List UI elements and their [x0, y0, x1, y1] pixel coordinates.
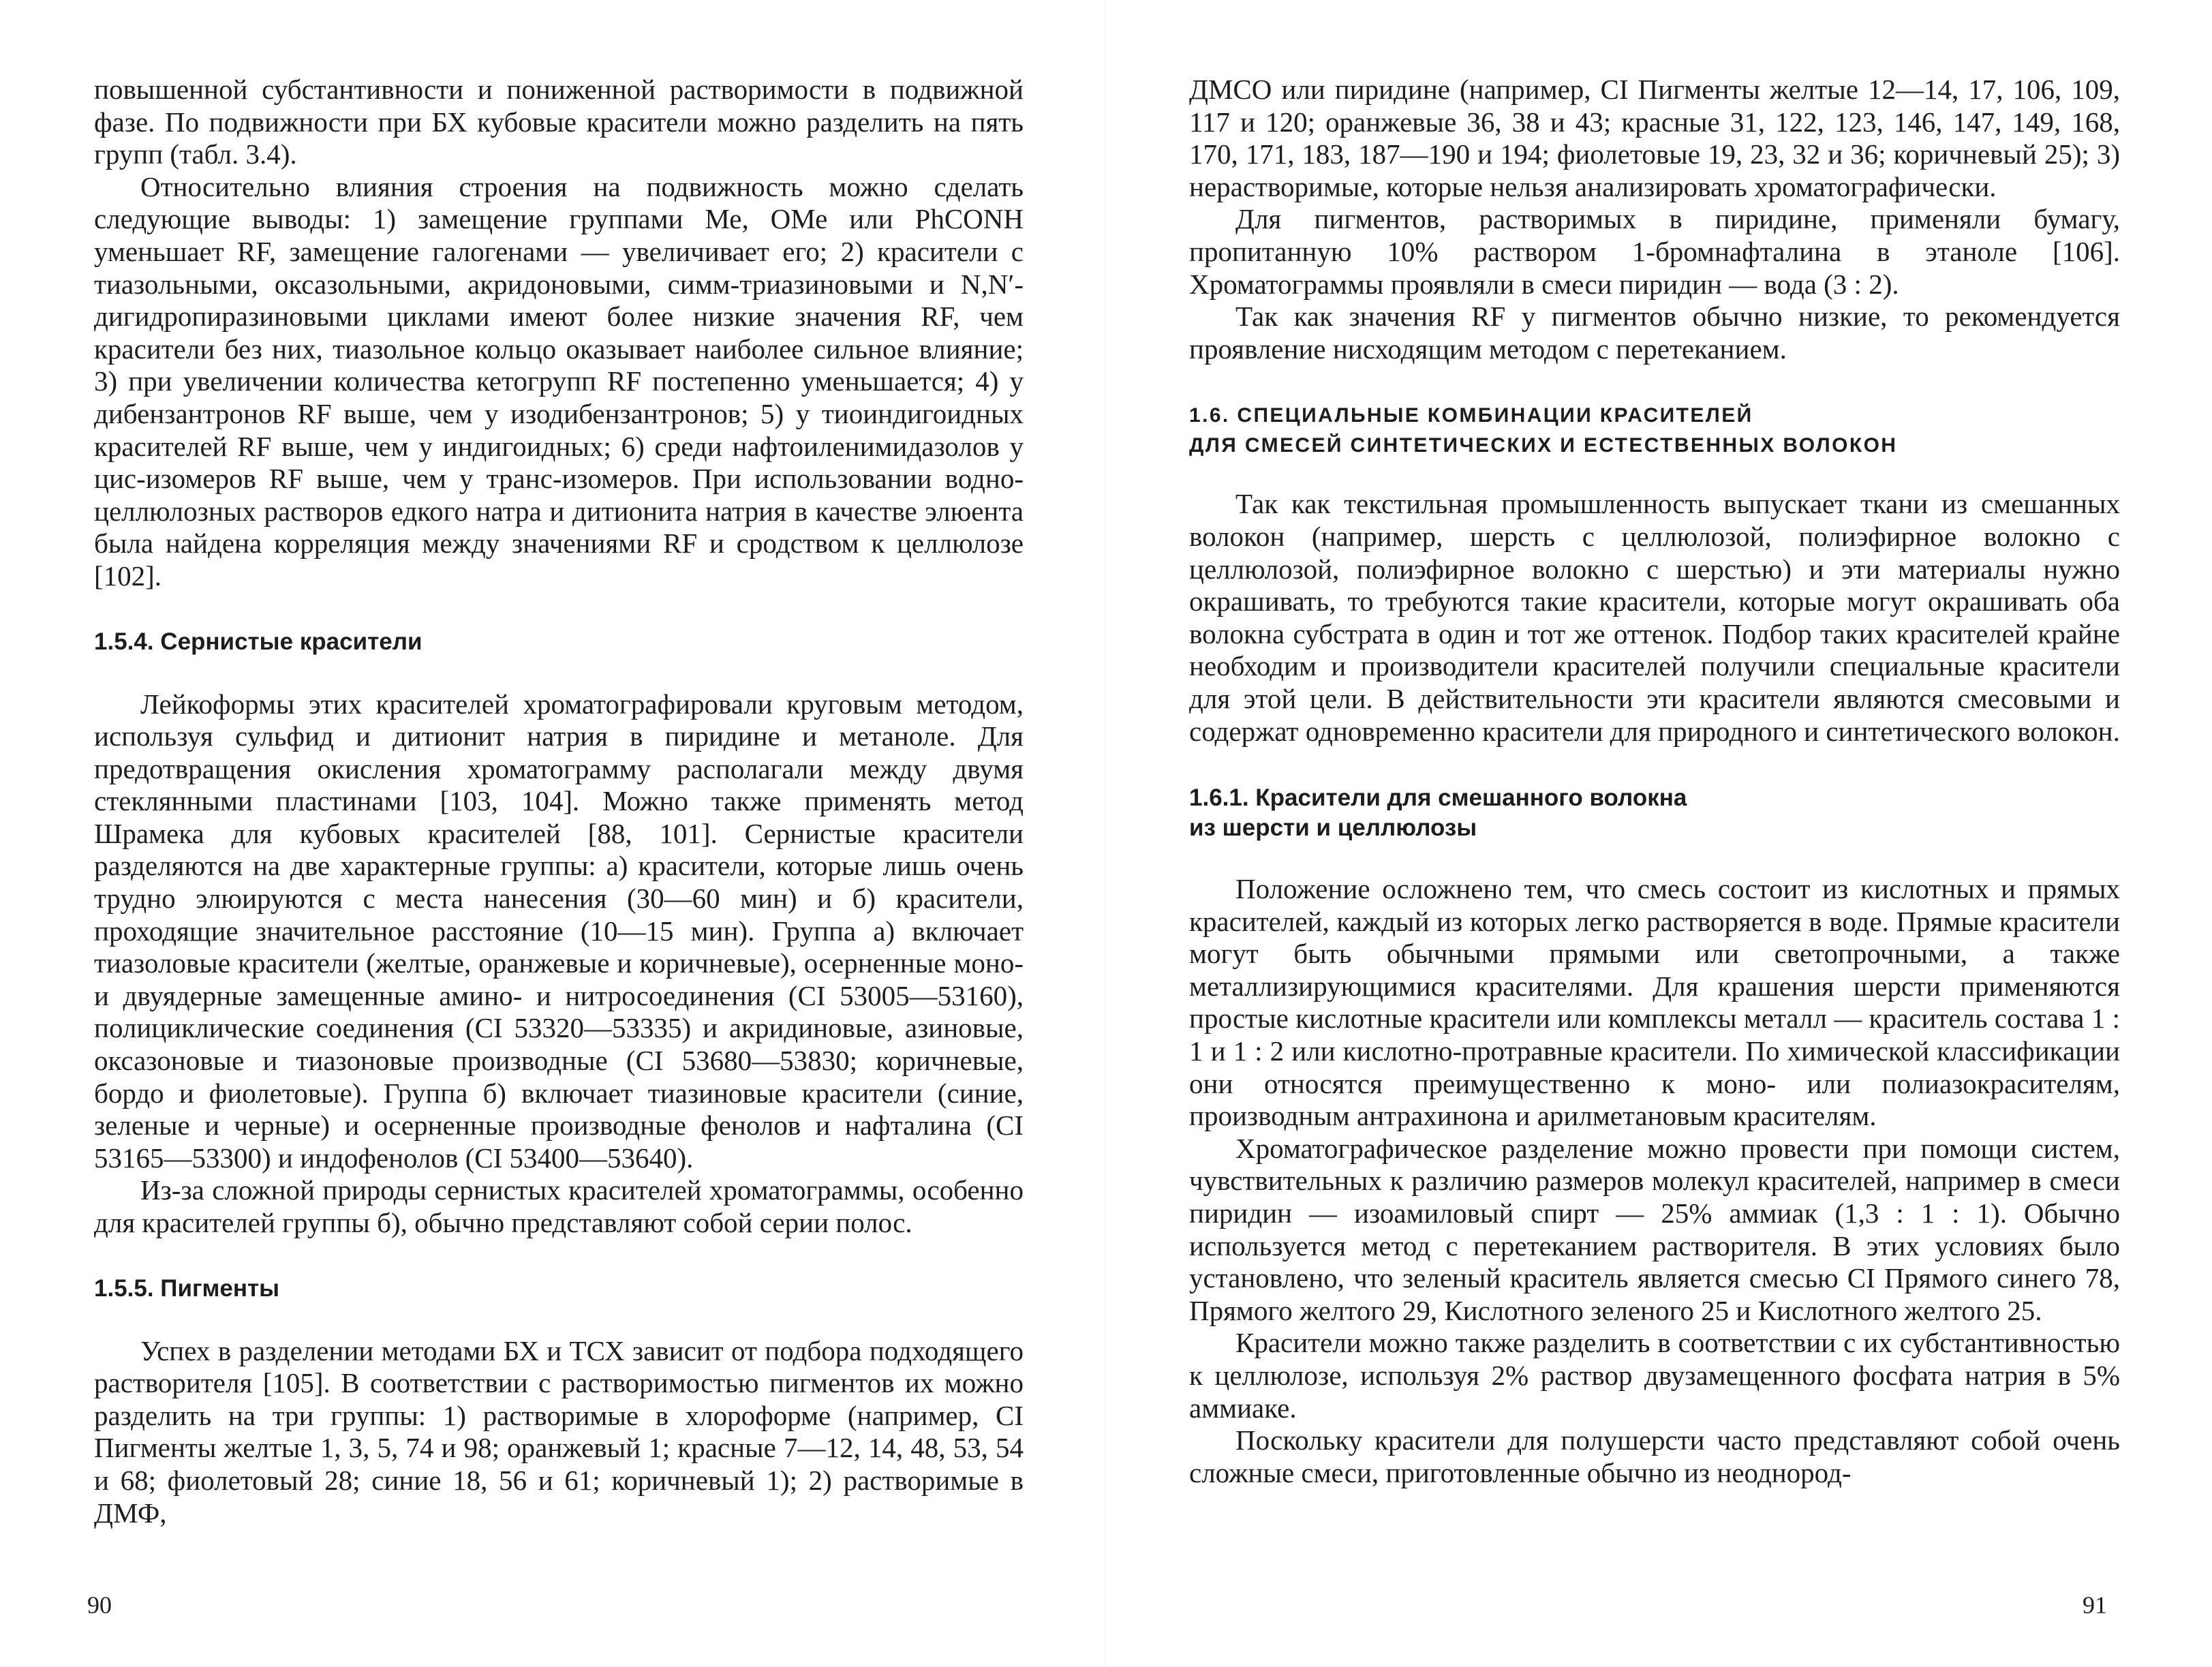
section-heading-1-6-1-line-2: из шерсти и целлюлозы: [1189, 814, 1477, 842]
right-page: [1106, 0, 2212, 1667]
paragraph: Хроматографическое разделение можно провести при помощи систем, чувствительных к различию размеров молекул красителей, например в смеси пиридин — изоамиловый спирт — 25% аммиак (1,3 : 1 : 1). Обычно используется метод с перетеканием растворителя. В этих условиях было установлено, что зеленый краситель является смесью CI Прямого синего 78, Прямого желтого 29, Кислотного зеленого 25 и Кислотного желтого 25.: [1189, 1132, 2120, 1326]
paragraph: ДМСО или пиридине (например, CI Пигменты желтые 12—14, 17, 106, 109, 117 и 120; оранжевые 36, 38 и 43; красные 31, 122, 123, 146, 147, 149, 168, 170, 171, 183, 187—190 и 194; фиолетовые 19, 23, 32 и 36; коричневый 25); 3) нерастворимые, которые нельзя анализировать хроматографически.: [1189, 74, 2120, 202]
section-heading-1-5-5: 1.5.5. Пигменты: [94, 1274, 280, 1302]
paragraph: Из-за сложной природы сернистых красителей хроматограммы, особенно для красителей группы б), обычно представляют собой серии полос.: [94, 1174, 1024, 1238]
paragraph: Так как значения RF у пигментов обычно низкие, то рекомендуется проявление нисходящим методом с перетеканием.: [1189, 301, 2120, 365]
section-heading-1-6-1-line-1: 1.6.1. Красители для смешанного волокна: [1189, 784, 1687, 812]
paragraph: Относительно влияния строения на подвижность можно сделать следующие выводы: 1) замещение группами Ме, ОМе или PhCONH уменьшает RF, замещение галогенами — увеличивает его; 2) красители с тиазольными, оксазольными, акридоновыми, симм-триазиновыми и N,N′-дигидропиразиновыми циклами имеют более низкие значения RF, чем красители без них, тиазольное кольцо оказывает наиболее сильное влияние; 3) при увеличении количества кетогрупп RF постепенно уменьшается; 4) у дибензантронов RF выше, чем у изодибензантронов; 5) у тиоиндигоидных красителей RF выше, чем у индигоидных; 6) среди нафтоиленимидазолов у цис-изомеров RF выше, чем у транс-изомеров. При использовании водно-целлюлозных растворов едкого натра и дитионита натрия в качестве элюента была найдена корреляция между значениями RF и сродством к целлюлозе [102].: [94, 170, 1024, 592]
paragraph: Поскольку красители для полушерсти часто представляют собой очень сложные смеси, приготовленные обычно из неоднород-: [1189, 1424, 2120, 1488]
paragraph: Так как текстильная промышленность выпускает ткани из смешанных волокон (например, шерсть с целлюлозой, полиэфирное волокно с целлюлозой, полиэфирное волокно с шерстью) и эти материалы нужно окрашивать, то требуются такие красители, которые могут окрашивать оба волокна субстрата в один и тот же оттенок. Подбор таких красителей крайне необходим и производители красителей получили специальные красители для этой цели. В действительности эти красители являются смесовыми и содержат одновременно красители для природного и синтетического волокон.: [1189, 488, 2120, 747]
chapter-heading-1-6-line-2: ДЛЯ СМЕСЕЙ СИНТЕТИЧЕСКИХ И ЕСТЕСТВЕННЫХ ВОЛОКОН: [1189, 434, 1898, 457]
section-heading-1-5-4: 1.5.4. Сернистые красители: [94, 628, 423, 655]
paragraph: Красители можно также разделить в соответствии с их субстантивностью к целлюлозе, используя 2% раствор двузамещенного фосфата натрия в 5% аммиаке.: [1189, 1327, 2120, 1424]
right-page-text-column: [1189, 74, 2120, 1489]
paragraph: Успех в разделении методами БХ и ТСХ зависит от подбора подходящего растворителя [105]. В соответствии с растворимостью пигментов их можно разделить на три группы: 1) растворимые в хлороформе (например, CI Пигменты желтые 1, 3, 5, 74 и 98; оранжевый 1; красные 7—12, 14, 48, 53, 54 и 68; фиолетовый 28; синие 18, 56 и 61; коричневый 1); 2) растворимые в ДМФ,: [94, 1334, 1024, 1529]
paragraph: повышенной субстантивности и пониженной растворимости в подвижной фазе. По подвижности при БХ кубовые красители можно разделить на пять групп (табл. 3.4).: [94, 74, 1024, 170]
left-page-text-column: [94, 74, 1024, 1529]
chapter-heading-1-6-line-1: 1.6. СПЕЦИАЛЬНЫЕ КОМБИНАЦИИ КРАСИТЕЛЕЙ: [1189, 404, 1753, 427]
paragraph: Лейкоформы этих красителей хроматографировали круговым методом, используя сульфид и дитионит натрия в пиридине и метаноле. Для предотвращения окисления хроматограмму располагали между двумя стеклянными пластинами [103, 104]. Можно также применять метод Шрамека для кубовых красителей [88, 101]. Сернистые красители разделяются на две характерные группы: а) красители, которые лишь очень трудно элюируются с места нанесения (30—60 мин) и б) красители, проходящие значительное расстояние (10—15 мин). Группа а) включает тиазоловые красители (желтые, оранжевые и коричневые), осерненные моно- и двуядерные замещенные амино- и нитросоединения (CI 53005—53160), полициклические соединения (CI 53320—53335) и акридиновые, азиновые, оксазоновые и тиазоновые производные (CI 53680—53830; коричневые, бордо и фиолетовые). Группа б) включает тиазиновые красители (синие, зеленые и черные) и осерненные производные фенолов и нафталина (CI 53165—53300) и индофенолов (CI 53400—53640).: [94, 688, 1024, 1174]
paragraph: Для пигментов, растворимых в пиридине, применяли бумагу, пропитанную 10% раствором 1-бромнафталина в этаноле [106]. Хроматограммы проявляли в смеси пиридин — вода (3 : 2).: [1189, 203, 2120, 300]
paragraph: Положение осложнено тем, что смесь состоит из кислотных и прямых красителей, каждый из которых легко растворяется в воде. Прямые красители могут быть обычными прямыми или светопрочными, а также металлизирующимися красителями. Для крашения шерсти применяются простые кислотные красители или комплексы металл — краситель состава 1 : 1 и 1 : 2 или кислотно-протравные красители. По химической классификации они относятся преимущественно к моно- или полиазокрасителям, производным антрахинона и арилметановым красителям.: [1189, 873, 2120, 1132]
page-number: 91: [2083, 1591, 2107, 1619]
page-number: 90: [87, 1591, 112, 1619]
